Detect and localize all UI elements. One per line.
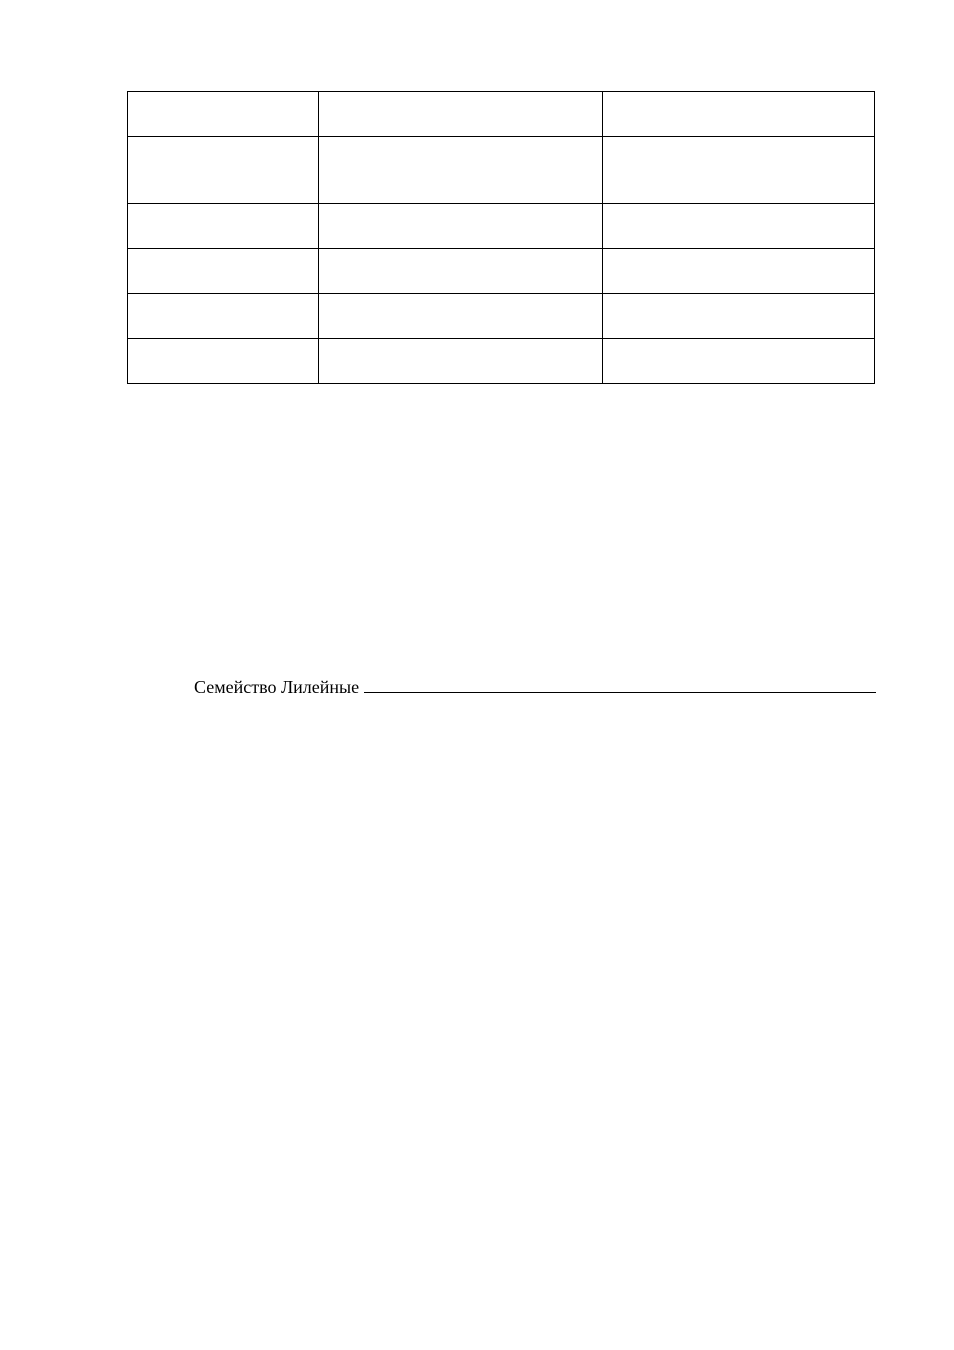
table-cell — [128, 137, 319, 204]
table-row — [128, 204, 875, 249]
table-cell — [319, 137, 602, 204]
table-cell — [602, 339, 874, 384]
table-row — [128, 339, 875, 384]
table-row — [128, 294, 875, 339]
table-cell — [319, 294, 602, 339]
table-cell — [319, 249, 602, 294]
table-cell — [319, 339, 602, 384]
table-row — [128, 249, 875, 294]
table-cell — [319, 92, 602, 137]
table-cell — [128, 249, 319, 294]
table-cell — [319, 204, 602, 249]
table-row — [128, 92, 875, 137]
table-cell — [128, 204, 319, 249]
table-cell — [602, 294, 874, 339]
answer-blank-underline[interactable] — [364, 692, 876, 693]
table-cell — [602, 137, 874, 204]
table-cell — [128, 294, 319, 339]
table-cell — [602, 204, 874, 249]
family-answer-line — [194, 674, 876, 698]
table-cell — [602, 249, 874, 294]
data-table — [127, 91, 875, 384]
table-row — [128, 137, 875, 204]
table-cell — [128, 92, 319, 137]
table-cell — [128, 339, 319, 384]
family-label: Семейство Лилейные — [194, 677, 360, 697]
table-cell — [602, 92, 874, 137]
